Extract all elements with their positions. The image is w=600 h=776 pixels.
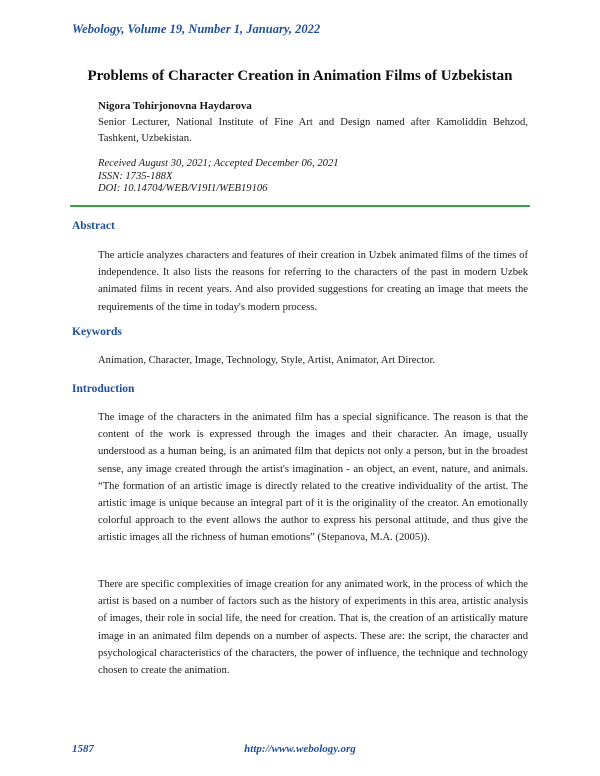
footer-url: http://www.webology.org xyxy=(244,743,356,755)
abstract-heading: Abstract xyxy=(72,220,115,232)
doi: DOI: 10.14704/WEB/V19I1/WEB19106 xyxy=(98,183,268,194)
issn: ISSN: 1735-188X xyxy=(98,170,173,182)
page-number: 1587 xyxy=(72,743,94,755)
keywords-heading: Keywords xyxy=(72,326,122,338)
intro-paragraph-1: The image of the characters in the animated film has a special significance. The reason is that the content of the work is expressed through the images and their character. An image, usually understood as a human being, is an animated film that depicts not only a person, but in the broadest sense, any image created through the artist's imagination - an object, an event, nature, and animals. “The formation of an artistic image is directly related to the creative individuality of the artist. The artistic image is unique because an integral part of it is the originality of the creator. An emotionally colorful approach to the event allows the author to express his personal attitude, and thus give the artistic images all the richness of human emotions” (Stepanova, M.A. (2005)). xyxy=(98,412,528,544)
author-name: Nigora Tohirjonovna Haydarova xyxy=(98,100,252,112)
introduction-heading: Introduction xyxy=(72,383,135,395)
intro-paragraph-2: There are specific complexities of image creation for any animated work, in the process of which the artist is based on a number of factors such as the history of experiments in this area, artistic analysis of images, their role in social life, the need for creation. That is, the creation of an artistically mature image in an animated film depends on a number of aspects. These are: the script, the character and psychological characteristics of the characters, the power of influence, the technique and technology chosen to create the animation. xyxy=(98,579,528,677)
journal-header: Webology, Volume 19, Number 1, January, 2022 xyxy=(72,22,321,36)
received-accepted-dates: Received August 30, 2021; Accepted December 06, 2021 xyxy=(98,158,339,169)
keywords-text: Animation, Character, Image, Technology, Style, Artist, Animator, Art Director. xyxy=(98,355,436,366)
paper-title: Problems of Character Creation in Animation Films of Uzbekistan xyxy=(87,68,513,84)
publication-info xyxy=(98,158,339,196)
abstract-text: The article analyzes characters and features of their creation in Uzbek animated films of the times of independence. It also lists the reasons for referring to the characters of the past in modern Uzbek animated films in recent years. And also provided suggestions for creating an image that meets the requirements of the time in today's modern process. xyxy=(98,250,528,313)
author-affiliation: Senior Lecturer, National Institute of Fine Art and Design named after Kamoliddin Behzod, Tashkent, Uzbekistan. xyxy=(98,117,528,144)
author-block xyxy=(98,98,528,147)
header-divider xyxy=(70,205,530,207)
